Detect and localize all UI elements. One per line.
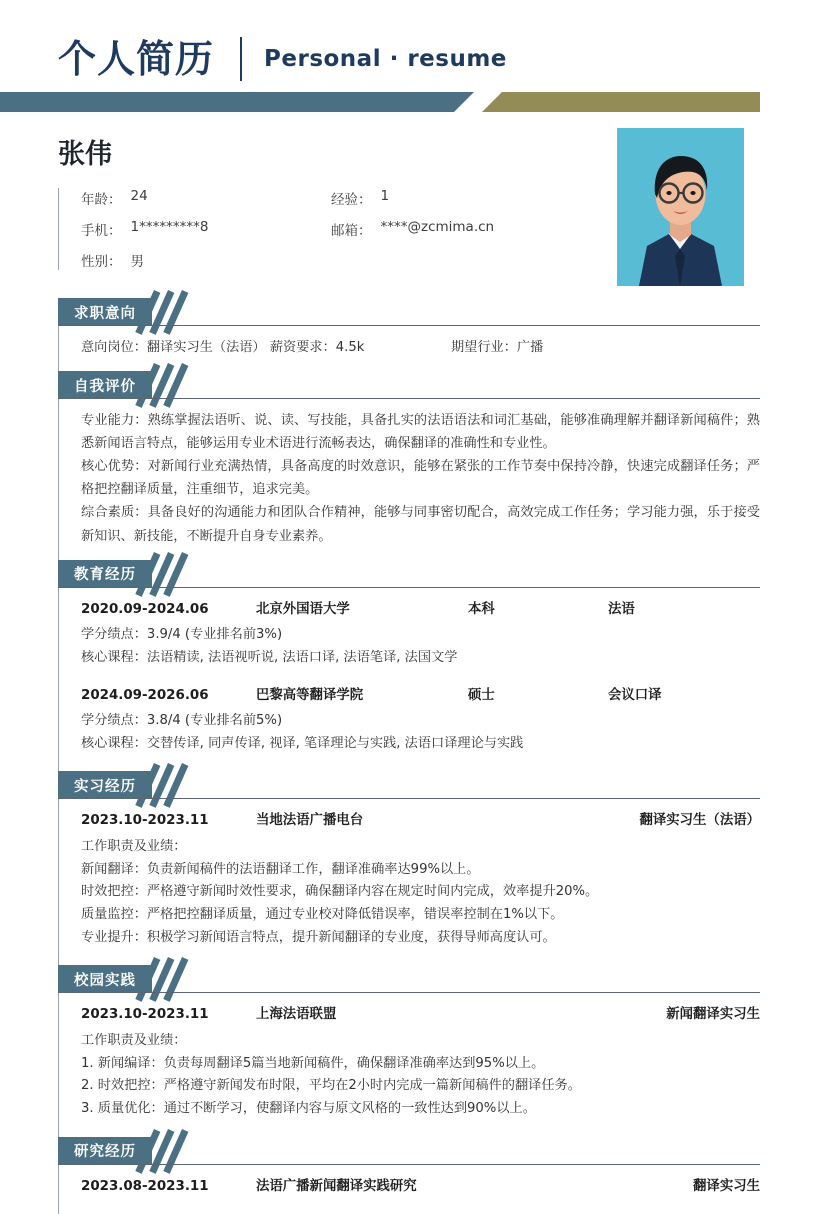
info-row bbox=[81, 219, 578, 239]
section-stripes-decoration bbox=[152, 298, 210, 326]
band-gold bbox=[482, 92, 760, 112]
entry-detail-line: 2. 时效把控：严格遵守新闻发布时限，平均在2小时内完成一篇新闻稿件的翻译任务。 bbox=[81, 1078, 581, 1094]
section-self-evaluation bbox=[0, 371, 820, 560]
entry-header bbox=[81, 1003, 760, 1026]
entry-detail-line: 核心课程：法语精读, 法语视听说, 法语口译, 法语笔译, 法国文学 bbox=[81, 649, 458, 665]
portrait-illustration bbox=[617, 128, 744, 286]
entry-detail-line: 工作职责及业绩： bbox=[81, 838, 187, 854]
info-row bbox=[81, 188, 578, 208]
research-entry bbox=[81, 1175, 760, 1198]
info-field-gender bbox=[81, 250, 331, 270]
internship-entry bbox=[81, 809, 760, 949]
page-title-en: Personal · resume bbox=[264, 46, 507, 72]
section-campus-practice bbox=[0, 965, 820, 1136]
entry-detail-line: 1. 新闻编译：负责每周翻译5篇当地新闻稿件，确保翻译准确率达到95%以上。 bbox=[81, 1055, 545, 1071]
evaluation-paragraph: 核心优势：对新闻行业充满热情，具备高度的时效意识，能够在紧张的工作节奏中保持冷静，快速完成翻译任务；严格把控翻译质量，注重细节，追求完美。 bbox=[81, 459, 760, 498]
info-label: 手机： bbox=[81, 222, 122, 239]
entry-detail-line: 学分绩点：3.8/4 (专业排名前5%) bbox=[81, 712, 283, 728]
entry-header bbox=[81, 684, 760, 707]
info-value: 1*********8 bbox=[130, 218, 209, 235]
section-research bbox=[0, 1137, 820, 1214]
section-header bbox=[58, 298, 760, 326]
intent-position-salary: 意向岗位：翻译实习生（法语） 薪资要求：4.5k bbox=[81, 340, 365, 355]
header-title-row bbox=[0, 0, 820, 88]
section-rule bbox=[58, 325, 760, 326]
entry-role: 翻译实习生（法语） bbox=[639, 813, 760, 829]
section-stripes-decoration bbox=[152, 371, 210, 399]
section-body bbox=[58, 399, 760, 560]
campus-entry bbox=[81, 1003, 760, 1120]
spacer bbox=[411, 336, 451, 359]
info-row bbox=[81, 250, 578, 270]
section-header bbox=[58, 1137, 760, 1165]
info-value: ****@zcmima.cn bbox=[380, 218, 495, 235]
entry-date: 2023.08-2023.11 bbox=[81, 1178, 209, 1194]
section-title-education: 教育经历 bbox=[58, 560, 152, 588]
section-rule bbox=[58, 398, 760, 399]
info-label: 性别： bbox=[81, 253, 122, 270]
entry-detail-line: 质量监控：严格把控翻译质量，通过专业校对降低错误率，错误率控制在1%以下。 bbox=[81, 906, 564, 922]
entry-organization: 巴黎高等翻译学院 bbox=[256, 687, 364, 703]
entry-header bbox=[81, 809, 760, 832]
person-name: 张伟 bbox=[58, 139, 112, 170]
section-header bbox=[58, 371, 760, 399]
entry-detail-line: 学分绩点：3.9/4 (专业排名前3%) bbox=[81, 627, 283, 643]
education-entry bbox=[81, 598, 760, 670]
section-header bbox=[58, 965, 760, 993]
section-rule bbox=[58, 1164, 760, 1165]
entry-role: 新闻翻译实习生 bbox=[666, 1007, 760, 1023]
section-header bbox=[58, 560, 760, 588]
entry-organization: 法语广播新闻翻译实践研究 bbox=[256, 1178, 417, 1194]
section-rule bbox=[58, 587, 760, 588]
section-stripes-decoration bbox=[152, 965, 210, 993]
entry-detail-line: 新闻翻译：负责新闻稿件的法语翻译工作，翻译准确率达99%以上。 bbox=[81, 861, 480, 877]
intent-industry: 期望行业：广播 bbox=[451, 340, 544, 355]
entry-header bbox=[81, 598, 760, 621]
personal-info-grid bbox=[58, 188, 578, 270]
section-title-internship: 实习经历 bbox=[58, 771, 152, 799]
info-field-phone bbox=[81, 219, 331, 239]
section-header bbox=[58, 771, 760, 799]
section-body bbox=[58, 588, 760, 772]
entry-detail-line: 时效把控：严格遵守新闻时效性要求，确保翻译内容在规定时间内完成，效率提升20%。 bbox=[81, 884, 599, 900]
title-divider bbox=[240, 37, 242, 81]
entry-major: 法语 bbox=[608, 601, 635, 617]
info-field-email bbox=[331, 219, 494, 239]
info-field-experience bbox=[331, 188, 389, 208]
header-decoration-bands bbox=[0, 92, 820, 112]
section-title-intent: 求职意向 bbox=[58, 298, 152, 326]
entry-date: 2023.10-2023.11 bbox=[81, 813, 209, 829]
section-body bbox=[58, 1165, 760, 1214]
section-title-campus: 校园实践 bbox=[58, 965, 152, 993]
info-label: 邮箱： bbox=[331, 222, 372, 239]
evaluation-paragraph: 专业能力：熟练掌握法语听、说、读、写技能，具备扎实的法语语法和词汇基础，能够准确理解并翻译新闻稿件；熟悉新闻语言特点，能够运用专业术语进行流畅表达，确保翻译的准确性和专业性。 bbox=[81, 413, 760, 452]
section-body bbox=[58, 799, 760, 965]
entry-major: 会议口译 bbox=[608, 687, 662, 703]
band-teal bbox=[0, 92, 474, 112]
section-rule bbox=[58, 798, 760, 799]
entry-detail-line: 工作职责及业绩： bbox=[81, 1032, 187, 1048]
resume-header bbox=[0, 0, 820, 118]
entry-detail-line: 3. 质量优化：通过不断学习，使翻译内容与原文风格的一致性达到90%以上。 bbox=[81, 1100, 536, 1116]
section-rule bbox=[58, 992, 760, 993]
profile-photo bbox=[617, 128, 744, 286]
section-stripes-decoration bbox=[152, 560, 210, 588]
page-title-cn: 个人简历 bbox=[58, 37, 215, 81]
section-job-intent bbox=[0, 298, 820, 371]
section-stripes-decoration bbox=[152, 1137, 210, 1165]
info-field-age bbox=[81, 188, 331, 208]
section-stripes-decoration bbox=[152, 771, 210, 799]
entry-date: 2023.10-2023.11 bbox=[81, 1007, 209, 1023]
section-body bbox=[58, 326, 760, 371]
entry-organization: 当地法语广播电台 bbox=[256, 813, 364, 829]
info-label: 年龄： bbox=[81, 191, 122, 208]
entry-degree: 硕士 bbox=[468, 687, 495, 703]
entry-role: 翻译实习生 bbox=[693, 1178, 760, 1194]
personal-info-block bbox=[0, 118, 820, 298]
entry-detail-line: 专业提升：积极学习新闻语言特点，提升新闻翻译的专业度，获得导师高度认可。 bbox=[81, 929, 556, 945]
info-value: 24 bbox=[130, 187, 148, 204]
section-body bbox=[58, 993, 760, 1136]
entry-date: 2020.09-2024.06 bbox=[81, 601, 209, 617]
info-label: 经验： bbox=[331, 191, 372, 208]
entry-header bbox=[81, 1175, 760, 1198]
intent-row bbox=[81, 336, 760, 359]
entry-organization: 北京外国语大学 bbox=[256, 601, 350, 617]
entry-date: 2024.09-2026.06 bbox=[81, 687, 209, 703]
entry-detail-line: 核心课程：交替传译, 同声传译, 视译, 笔译理论与实践, 法语口译理论与实践 bbox=[81, 735, 524, 751]
section-internship bbox=[0, 771, 820, 965]
section-title-evaluation: 自我评价 bbox=[58, 371, 152, 399]
section-title-research: 研究经历 bbox=[58, 1137, 152, 1165]
section-education bbox=[0, 560, 820, 772]
education-entry bbox=[81, 684, 760, 756]
info-value: 男 bbox=[130, 253, 144, 270]
entry-degree: 本科 bbox=[468, 601, 495, 617]
evaluation-paragraph: 综合素质：具备良好的沟通能力和团队合作精神，能够与同事密切配合，高效完成工作任务；学习能力强，乐于接受新知识、新技能，不断提升自身专业素养。 bbox=[81, 505, 760, 544]
info-value: 1 bbox=[380, 187, 390, 204]
entry-organization: 上海法语联盟 bbox=[256, 1007, 337, 1023]
